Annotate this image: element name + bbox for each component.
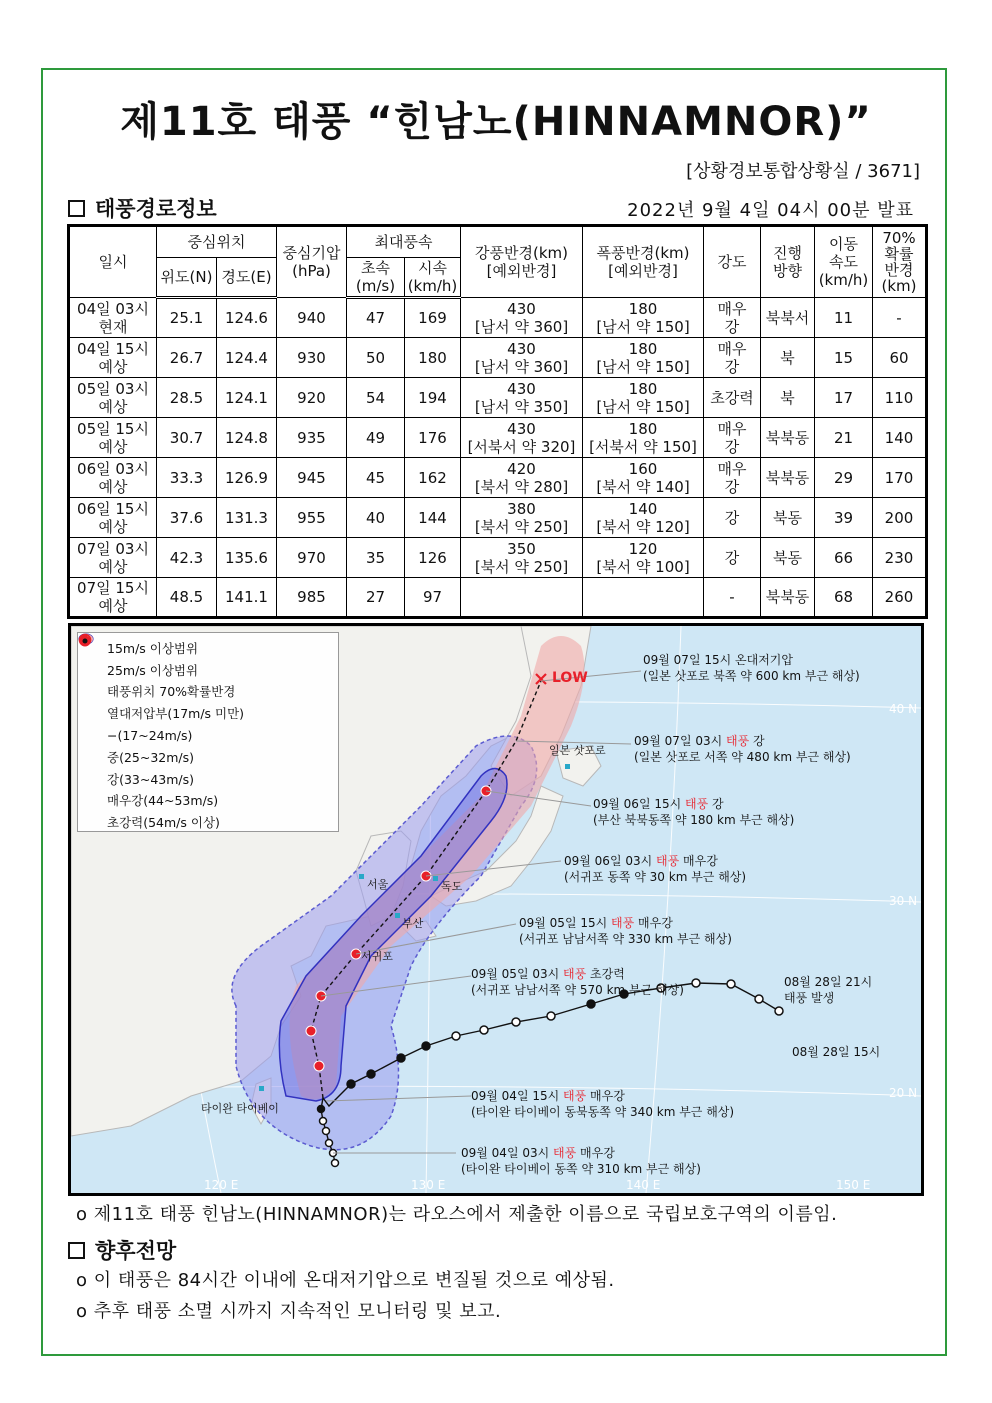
cell-pressure: 955 [277,498,347,538]
page-title: 제11호 태풍 “힌남노(HINNAMNOR)” [120,99,872,145]
cell-datetime: 05일 03시 예상 [69,378,157,418]
lon-label-130: 130 E [411,1178,446,1192]
cell-intensity: 매우 강 [704,458,761,498]
cell-speed: 29 [815,458,873,498]
section-track-title: 태풍경로정보 [95,197,217,221]
city-marker [359,874,364,879]
cell-speed: 11 [815,298,873,338]
cell-strong-radius: 430 [서북서 약 320] [461,418,583,458]
cell-pressure: 985 [277,578,347,618]
th-speed: 이동 속도 (km/h) [815,226,873,298]
table-row [69,498,927,538]
past-point [775,1007,783,1015]
past-point [323,1128,330,1135]
cell-strong-radius: 420 [북서 약 280] [461,458,583,498]
cell-storm-radius: 180 [서북서 약 150] [583,418,704,458]
cell-storm-radius [583,578,704,618]
cell-ms: 50 [347,338,405,378]
cell-probability: 110 [873,378,927,418]
table-row [69,458,927,498]
table-row [69,578,927,618]
cell-strong-radius: 350 [북서 약 250] [461,538,583,578]
cell-lon: 126.9 [217,458,277,498]
past-point [587,1000,595,1008]
cell-speed: 68 [815,578,873,618]
city-seoul: 서울 [367,878,389,891]
cell-kmh: 97 [405,578,461,618]
section-outlook-heading [68,1235,176,1265]
table-row [69,418,927,458]
cell-strong-radius: 430 [남서 약 360] [461,298,583,338]
low-label: LOW [552,670,588,686]
cell-lat: 33.3 [157,458,217,498]
th-lon: 경도(E) [217,258,277,298]
cell-lon: 131.3 [217,498,277,538]
cell-speed: 17 [815,378,873,418]
cell-lat: 37.6 [157,498,217,538]
checkbox-square-icon [68,200,85,217]
past-point [397,1054,405,1062]
past-point [452,1032,460,1040]
cell-pressure: 935 [277,418,347,458]
cell-lon: 124.8 [217,418,277,458]
typhoon-super-icon [78,633,92,647]
th-direction: 진행 방향 [761,226,815,298]
cell-lat: 26.7 [157,338,217,378]
map-legend [77,632,339,832]
past-point [326,1140,333,1147]
past-point [332,1160,339,1167]
cell-lat: 25.1 [157,298,217,338]
cell-direction: 북북동 [761,458,815,498]
city-sapporo: 일본 삿포로 [549,744,606,757]
cell-ms: 45 [347,458,405,498]
cell-ms: 47 [347,298,405,338]
lon-label-120: 120 E [204,1178,239,1192]
cell-datetime: 07일 15시 예상 [69,578,157,618]
legend-item: 태풍위치 70%확률반경 [84,681,332,703]
cell-probability: 170 [873,458,927,498]
outlook-item: o 추후 태풍 소멸 시까지 지속적인 모니터링 및 보고. [76,1301,502,1322]
cell-ms: 35 [347,538,405,578]
legend-item: 초강력(54m/s 이상) [84,811,332,833]
th-datetime: 일시 [69,226,157,298]
cell-ms: 49 [347,418,405,458]
past-point [367,1070,375,1078]
th-pressure: 중심기압 (hPa) [277,226,347,298]
cell-ms: 27 [347,578,405,618]
cell-direction: 북 [761,338,815,378]
office-label: [상황경보통합상황실 / 3671] [686,161,920,182]
th-storm-radius: 폭풍반경(km) [예외반경] [583,226,704,298]
cell-lat: 42.3 [157,538,217,578]
cell-lon: 141.1 [217,578,277,618]
cell-probability: 200 [873,498,927,538]
annotation-0828-21: 08월 28일 21시 태풍 발생 [784,975,873,1005]
cell-kmh: 169 [405,298,461,338]
forecast-point [306,1026,316,1036]
city-marker [433,876,438,881]
cell-kmh: 194 [405,378,461,418]
th-strong-radius: 강풍반경(km) [예외반경] [461,226,583,298]
cell-probability: 60 [873,338,927,378]
annotation-0906-03: 09월 06일 03시 태풍 매우강 (서귀포 동쪽 약 30 km 부근 해상) [564,854,747,884]
cell-direction: 북동 [761,538,815,578]
cell-storm-radius: 140 [북서 약 120] [583,498,704,538]
past-point [320,1118,327,1125]
forecast-point [314,1061,324,1071]
legend-item: 강(33~43m/s) [84,768,332,790]
checkbox-square-icon [68,1242,85,1259]
annotation-0905-03: 09월 05일 03시 태풍 초강력 (서귀포 남남서쪽 약 570 km 부근 해상) [471,967,684,997]
outlook-item: o 이 태풍은 84시간 이내에 온대저기압으로 변질될 것으로 예상됨. [76,1270,615,1291]
th-lat: 위도(N) [157,258,217,298]
annotation-0907-15: 09월 07일 15시 온대저기압 (일본 삿포로 북쪽 약 600 km 부근 해상) [643,653,860,683]
past-point [727,980,735,988]
legend-item: 열대저압부(17m/s 미만) [84,702,332,724]
lat-label-30: 30 N [889,894,918,908]
th-kmh: 시속 (km/h) [405,258,461,298]
cell-strong-radius: 430 [남서 약 360] [461,338,583,378]
th-probability: 70% 확률 반경 (km) [873,226,927,298]
cell-ms: 40 [347,498,405,538]
cell-pressure: 930 [277,338,347,378]
annotation-0907-03: 09월 07일 03시 태풍 강 (일본 삿포로 서쪽 약 480 km 부근 해상) [634,734,851,764]
past-point [692,979,700,987]
cell-lat: 48.5 [157,578,217,618]
cell-lon: 124.6 [217,298,277,338]
cell-datetime: 05일 15시 예상 [69,418,157,458]
cell-direction: 북북동 [761,578,815,618]
section-track-heading [68,193,217,223]
cell-intensity: 매우 강 [704,338,761,378]
annotation-0828-15: 08월 28일 15시 [792,1045,881,1059]
annotation-0904-03: 09월 04일 03시 태풍 매우강 (타이완 타이베이 동쪽 약 310 km 부근 해상) [461,1146,701,1176]
cell-datetime: 06일 15시 예상 [69,498,157,538]
th-maxwind: 최대풍속 [347,226,461,258]
cell-speed: 39 [815,498,873,538]
past-point [347,1080,355,1088]
lon-label-150: 150 E [836,1178,871,1192]
cell-lon: 124.4 [217,338,277,378]
cell-strong-radius [461,578,583,618]
city-marker [565,764,570,769]
cell-kmh: 176 [405,418,461,458]
cell-lon: 124.1 [217,378,277,418]
annotation-0906-15: 09월 06일 15시 태풍 강 (부산 북북동쪽 약 180 km 부근 해상) [593,797,795,827]
cell-kmh: 162 [405,458,461,498]
cell-probability: 230 [873,538,927,578]
cell-datetime: 06일 03시 예상 [69,458,157,498]
cell-intensity: 초강력 [704,378,761,418]
cell-direction: 북 [761,378,815,418]
cell-storm-radius: 180 [남서 약 150] [583,378,704,418]
cell-kmh: 126 [405,538,461,578]
issued-time: 2022년 9월 4일 04시 00분 발표 [627,200,914,221]
cell-pressure: 970 [277,538,347,578]
name-note: o 제11호 태풍 힌남노(HINNAMNOR)는 라오스에서 제출한 이름으로 국립보호구역의 이름임. [76,1204,838,1225]
legend-item: 중(25~32m/s) [84,746,332,768]
th-ms: 초속 (m/s) [347,258,405,298]
cell-ms: 54 [347,378,405,418]
table-row [69,538,927,578]
cell-kmh: 180 [405,338,461,378]
cell-probability: 140 [873,418,927,458]
cell-intensity: - [704,578,761,618]
cell-direction: 북북서 [761,298,815,338]
cell-storm-radius: 180 [남서 약 150] [583,338,704,378]
lon-label-140: 140 E [626,1178,661,1192]
cell-datetime: 07일 03시 예상 [69,538,157,578]
table-row [69,338,927,378]
th-center: 중심위치 [157,226,277,258]
section-outlook-title: 향후전망 [95,1239,177,1263]
cell-intensity: 강 [704,498,761,538]
legend-item: 15m/s 이상범위 [84,637,332,659]
cell-pressure: 940 [277,298,347,338]
cell-speed: 66 [815,538,873,578]
cell-datetime: 04일 03시 현재 [69,298,157,338]
city-taipei: 타이완 타이베이 [201,1102,279,1115]
city-dokdo: 독도 [441,880,463,893]
cell-intensity: 강 [704,538,761,578]
legend-item: −(17~24m/s) [84,724,332,746]
cell-strong-radius: 430 [남서 약 350] [461,378,583,418]
typhoon-track-map [68,623,924,1196]
legend-item: 매우강(44~53m/s) [84,790,332,812]
lat-label-20: 20 N [889,1086,918,1100]
past-point [318,1106,325,1113]
past-point [422,1042,430,1050]
lat-label-40: 40 N [889,702,918,716]
cell-speed: 21 [815,418,873,458]
cell-lon: 135.6 [217,538,277,578]
cell-datetime: 04일 15시 예상 [69,338,157,378]
past-point [512,1018,520,1026]
past-point [480,1026,488,1034]
cell-pressure: 920 [277,378,347,418]
table-row [69,378,927,418]
cell-storm-radius: 180 [남서 약 150] [583,298,704,338]
cell-lat: 30.7 [157,418,217,458]
city-busan: 부산 [402,917,424,930]
cell-intensity: 매우 강 [704,298,761,338]
track-table [67,224,928,619]
past-point [547,1012,555,1020]
annotation-0905-15: 09월 05일 15시 태풍 매우강 (서귀포 남남서쪽 약 330 km 부근 해상) [519,916,732,946]
cell-strong-radius: 380 [북서 약 250] [461,498,583,538]
cell-speed: 15 [815,338,873,378]
cell-storm-radius: 120 [북서 약 100] [583,538,704,578]
cell-kmh: 144 [405,498,461,538]
cell-lat: 28.5 [157,378,217,418]
th-intensity: 강도 [704,226,761,298]
cell-direction: 북동 [761,498,815,538]
cell-storm-radius: 160 [북서 약 140] [583,458,704,498]
cell-probability: 260 [873,578,927,618]
city-marker [259,1086,264,1091]
table-row [69,298,927,338]
cell-intensity: 매우 강 [704,418,761,458]
cell-pressure: 945 [277,458,347,498]
annotation-0904-15: 09월 04일 15시 태풍 매우강 (타이완 타이베이 동북동쪽 약 340 km 부근 해상) [471,1089,735,1119]
past-point [755,995,763,1003]
city-marker [395,913,400,918]
cell-direction: 북북동 [761,418,815,458]
cell-probability: - [873,298,927,338]
legend-item: 25m/s 이상범위 [84,659,332,681]
city-seogwipo: 서귀포 [361,950,393,963]
